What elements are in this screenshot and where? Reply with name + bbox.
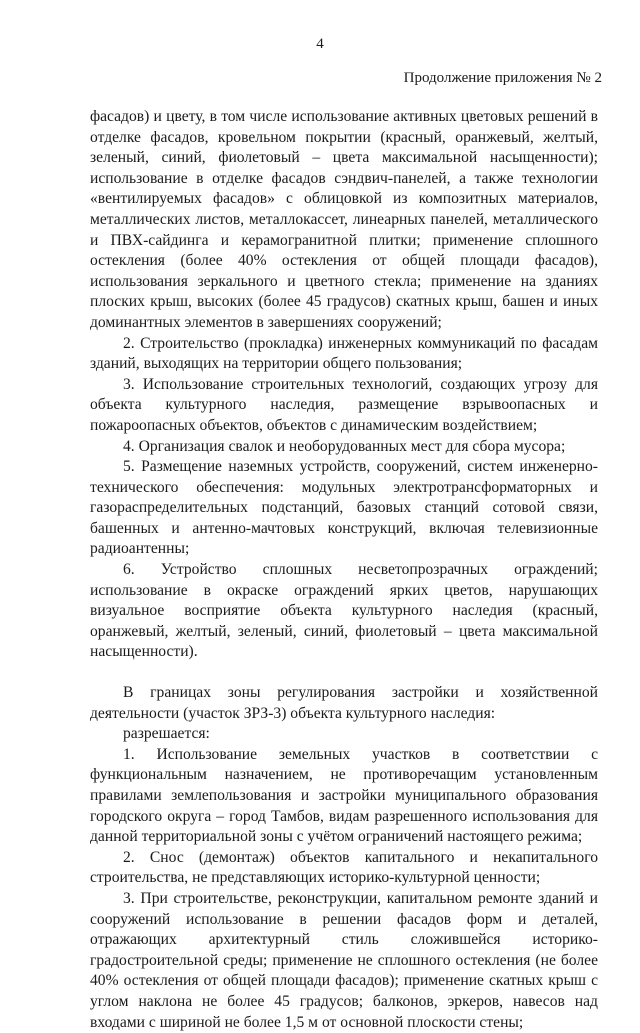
paragraph-item-5: 5. Размещение наземных устройств, сооружений, систем инженерно-технического обеспечения: модульных электротрансформаторных и газораспределительных подстанций, базовых станций сотовой связи, башенных и антенно-мачтовых конструкций, включая телевизионные радиоантенны; (90, 458, 598, 558)
document-body (90, 107, 598, 1033)
paragraph-zone-heading: В границах зоны регулирования застройки и хозяйственной деятельности (участок ЗРЗ-3) объекта культурного наследия: (90, 684, 598, 722)
paragraph-permitted-1: 1. Использование земельных участков в соответствии с функциональным назначением, не противоречащим установленным правилами землепользования и застройки муниципального образования городского округа – город Тамбов, видам разрешенного использования для данной территориальной зоны с учётом ограничений настоящего режима; (90, 745, 598, 846)
paragraph-item-6: 6. Устройство сплошных несветопрозрачных ограждений; использование в окраске ограждений ярких цветов, нарушающих визуальное восприятие объекта культурного наследия (красный, оранжевый, желтый, зеленый, синий, фиолетовый – цвета максимальной насыщенности). (90, 561, 598, 661)
appendix-continuation-note: Продолжение приложения № 2 (403, 70, 602, 86)
paragraph-item-4: 4. Организация свалок и необорудованных мест для сбора мусора; (123, 437, 566, 455)
page-number: 4 (316, 36, 324, 52)
paragraph-permitted-label: разрешается: (123, 725, 210, 743)
paragraph-permitted-3: 3. При строительстве, реконструкции, капитальном ремонте зданий и сооружений использование в решении фасадов форм и деталей, отражающих архитектурный стиль сложившейся историко-градостроительной среды; применение не сплошного остекления (не более 40% остекления от общей площади фасадов); применение скатных крыш с углом наклона не более 45 градусов; балконов, эркеров, навесов над входами с шириной не более 1,5 м от основной плоскости стены; (90, 889, 598, 1031)
paragraph-item-2: 2. Строительство (прокладка) инженерных коммуникаций по фасадам зданий, выходящих на территории общего пользования; (90, 334, 598, 373)
paragraph-continuation: фасадов) и цвету, в том числе использование активных цветовых решений в отделке фасадов, кровельном покрытии (красный, оранжевый, желтый, зеленый, синий, фиолетовый – цвета максимальной насыщенности); использование в отделке фасадов сэндвич-панелей, а также технологии «вентилируемых фасадов» с облицовкой из композитных материалов, металлических листов, металлокассет, линеарных панелей, металлического и ПВХ-сайдинга и керамогранитной плитки; применение сплошного остекления (более 40% остекления от общей площади фасадов), использования зеркального и цветного стекла; применение на зданиях плоских крыш, высоких (более 45 градусов) скатных крыш, башен и иных доминантных элементов в завершениях сооружений; (90, 108, 598, 331)
paragraph-item-3: 3. Использование строительных технологий, создающих угрозу для объекта культурного наследия, размещение взрывоопасных и пожароопасных объектов, объектов с динамическим воздействием; (90, 375, 598, 434)
paragraph-permitted-2: 2. Снос (демонтаж) объектов капитального и некапитального строительства, не представляющих историко-культурной ценности; (90, 848, 598, 887)
